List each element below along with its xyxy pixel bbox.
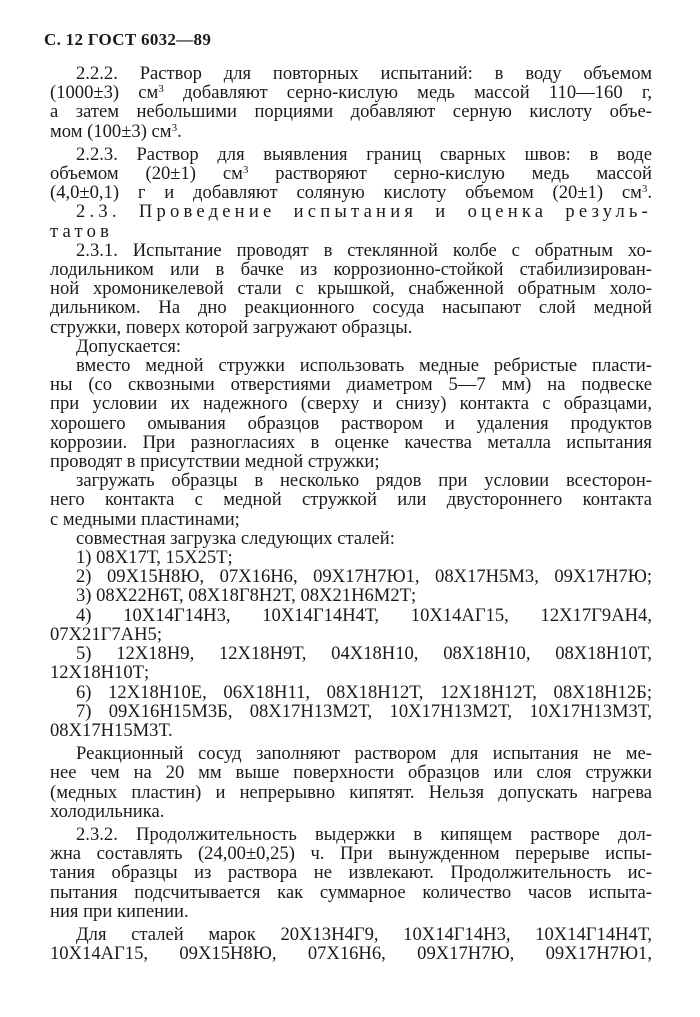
text-line: нее чем на 20 мм выше поверхности образцов или слоя стружки (50, 762, 652, 784)
list-item: 1) 08Х17Т, 15Х25Т; (76, 547, 233, 569)
text-line: (1000±3) $см^3$ добавляют серно-кислую медь массой 110—160 г, (50, 82, 652, 104)
text-line: совместная загрузка следующих сталей: (76, 527, 395, 549)
list-item: 7) 09Х16Н15М3Б, 08Х17Н13М2Т, 10Х17Н13М2Т, 10Х17Н13М3Т, (76, 700, 652, 722)
text-line: Допускается: (76, 335, 182, 357)
text-line: 10Х14АГ15, 09Х15Н8Ю, 07Х16Н6, 09Х17Н7Ю, 09Х17Н7Ю1, (50, 943, 652, 965)
list-item: 12Х18Н10Т; (50, 662, 150, 684)
section-heading: татов (50, 220, 114, 242)
text-line: жна составлять (24,00±0,25) ч. При вынужденном перерыве испы- (50, 843, 652, 865)
text-line: ной хромоникелевой стали с крышкой, снабженной обратным холо- (50, 278, 652, 300)
text-line: мом (100±3) $см^3$. (50, 120, 182, 142)
text-line: 2.3.2. Продолжительность выдержки в кипящем растворе дол- (76, 823, 652, 845)
text-line: 2.3.1. Испытание проводят в стеклянной колбе с обратным хо- (76, 239, 652, 261)
text-line: дильником. На дно реакционного сосуда насыпают слой медной (50, 297, 652, 319)
text-line: Реакционный сосуд заполняют раствором для испытания не ме- (76, 743, 652, 765)
section-heading: 2.3. Проведение испытания и оценка резуль- (76, 201, 652, 223)
list-item: 6) 12Х18Н10Е, 06Х18Н11, 08Х18Н12Т, 12Х18Н12Т, 08Х18Н12Б; (76, 681, 652, 703)
document-body (50, 64, 652, 963)
text-line: него контакта с медной стружкой или двустороннего контакта (50, 489, 652, 511)
text-line: (4,0±0,1) г и добавляют соляную кислоту объемом (20±1) $см^3$. (50, 182, 652, 204)
text-line: с медными пластинами; (50, 508, 240, 530)
text-line: коррозии. При разногласиях в оценке качества металла испытания (50, 431, 652, 453)
text-line: стружки, поверх которой загружают образцы. (50, 316, 413, 338)
text-line: лодильником или в бачке из коррозионно-стойкой стабилизирован- (50, 259, 652, 281)
text-line: хорошего омывания образцов раствором и удаления продуктов (50, 412, 652, 434)
list-item: 5) 12Х18Н9, 12Х18Н9Т, 04Х18Н10, 08Х18Н10, 08Х18Н10Т, (76, 643, 652, 665)
text-line: а затем небольшими порциями добавляют серную кислоту объе- (50, 101, 652, 123)
text-line: проводят в присутствии медной стружки; (50, 451, 380, 473)
text-line: (медных пластин) и непрерывно кипятят. Нельзя допускать нагрева (50, 781, 652, 803)
text-line: 2.2.2. Раствор для повторных испытаний: в воду объемом (76, 63, 652, 84)
text-line: при условии их надежного (сверху и снизу) контакта с образцами, (50, 393, 652, 415)
text-line: вместо медной стружки использовать медные ребристые пласти- (76, 355, 652, 377)
text-line: холодильника. (50, 800, 165, 822)
list-item: 2) 09Х15Н8Ю, 07Х16Н6, 09Х17Н7Ю1, 08Х17Н5М3, 09Х17Н7Ю; (76, 566, 652, 588)
text-line: загружать образцы в несколько рядов при условии всесторон- (76, 470, 652, 492)
list-item: 4) 10Х14Г14Н3, 10Х14Г14Н4Т, 10Х14АГ15, 12Х17Г9АН4, (76, 604, 652, 626)
page-header: С. 12 ГОСТ 6032—89 (44, 30, 212, 49)
text-line: пытания подсчитывается как суммарное количество часов испыта- (50, 881, 652, 903)
list-item: 08Х17Н15М3Т. (50, 719, 173, 741)
text-line: ны (со сквозными отверстиями диаметром 5—7 мм) на подвеске (50, 374, 652, 396)
text-line: объемом (20±1) $см^3$ растворяют серно-кислую медь массой (50, 163, 653, 185)
list-item: 07Х21Г7АН5; (50, 623, 162, 645)
text-line: Для сталей марок 20Х13Н4Г9, 10Х14Г14Н3, 10Х14Г14Н4Т, (76, 923, 652, 945)
text-line: ния при кипении. (50, 900, 189, 922)
text-line: тания образцы из раствора не извлекают. Продолжительность ис- (50, 862, 652, 884)
text-line: 2.2.3. Раствор для выявления границ сварных швов: в воде (76, 143, 652, 165)
list-item: 3) 08Х22Н6Т, 08Х18Г8Н2Т, 08Х21Н6М2Т; (76, 585, 417, 607)
